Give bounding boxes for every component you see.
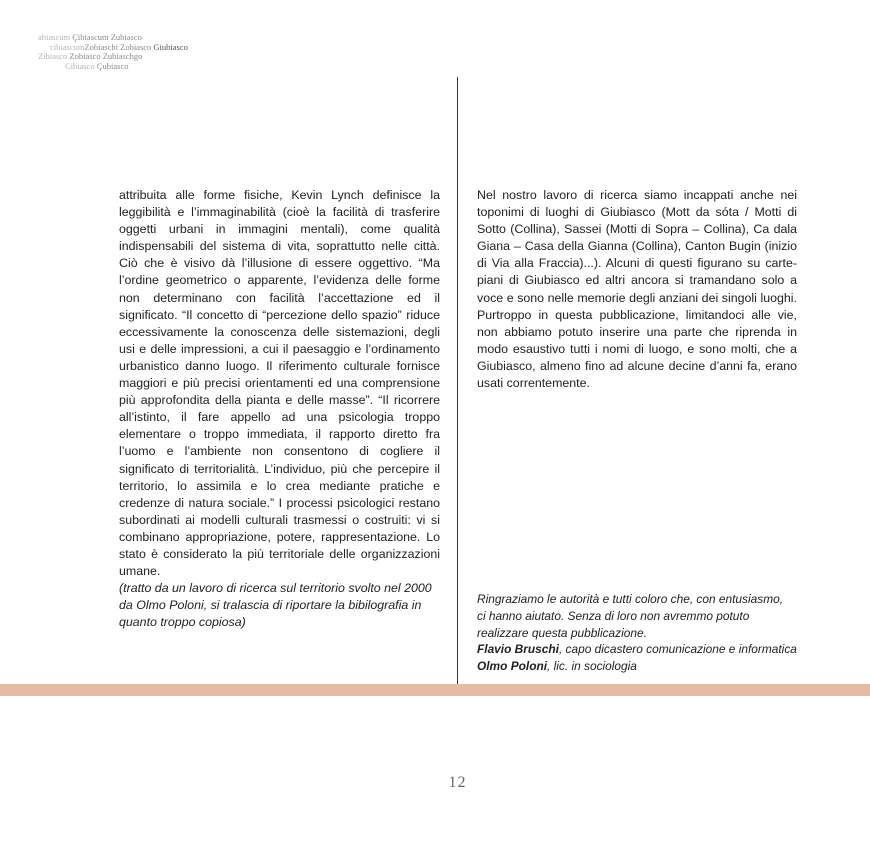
header-line-4: [38, 62, 188, 72]
header-word: cibiascum: [50, 41, 85, 52]
ack-line-2: ci hanno aiutato. Senza di loro non avremmo potuto: [477, 608, 750, 623]
credit-role: , lic. in sociologia: [547, 659, 637, 674]
credit-name: Olmo Poloni: [477, 659, 548, 674]
place-name-header: [38, 33, 188, 71]
right-body-text: Nel nostro lavoro di ricerca siamo incappati anche nei toponimi di luoghi di Giubiasco (Mott da sóta / Motti di Sotto (Collina), Sassei (Motti di Sopra – Collina), Ca dala Giana – Casa della Gianna (Collina), Canton Bugin (inizio di Via alla Fraccia)...). Alcuni di questi figurano su carte-piani di Giubiasco ed altri ancora si tramandano solo a voce e sono nelle memorie degli anziani dei singoli luoghi. Purtroppo in questa pubblicazione, limitandoci alle vie, non abbiamo potuto inserire una parte che riprenda in modo esaustivo tutti i nomi di luogo, e sono molti, che a Giubiasco, almeno fino ad alcune decine d’anni fa, erano usati correntemente.: [477, 188, 797, 391]
header-word: Zobiasco: [120, 41, 152, 52]
ack-credit-2: [477, 658, 827, 675]
page-number: 12: [448, 774, 467, 791]
acknowledgements: [477, 591, 827, 675]
ack-credit-1: [477, 641, 827, 658]
header-word: Zubiasco: [110, 32, 142, 42]
ack-line-3: realizzare questa pubblicazione.: [477, 625, 647, 640]
right-column: [477, 187, 797, 392]
ack-line-1: Ringraziamo le autorità e tutti coloro che, con entusiasmo,: [477, 592, 784, 606]
header-word: Zibiasco: [38, 51, 68, 61]
header-word: Giubiasco: [153, 41, 188, 52]
credit-role: , capo dicastero comunicazione e informatica: [558, 642, 797, 657]
header-word: Zobiaschi: [84, 41, 118, 52]
decorative-band: [0, 684, 870, 696]
left-column: [119, 187, 440, 631]
credit-name: Flavio Bruschi: [477, 642, 559, 657]
header-word: Zubiaschgo: [102, 51, 143, 61]
header-word: Zobiasco: [69, 51, 101, 61]
header-word: Çibiascum: [72, 32, 109, 42]
header-word: abiascum: [38, 32, 71, 42]
left-body-text: attribuita alle forme fisiche, Kevin Lynch definisce la leggibilità e l’immaginabilità (cioè la facilità di trasferire oggetti urbani in immagini mentali), come qualità indispensabili del sistema di vita, soprattutto nelle città. Ciò che è visivo dà l’illusione di essere oggettivo. “Ma l’ordine geometrico o apparente, l’evidenza delle forme non determinano con facilità l’accettazione ed il significato. “Il concetto di “percezione dello spazio” riduce eccessivamente la conoscenza delle sistemazioni, degli usi e delle impressioni, a cui il paesaggio e l’ordinamento urbanistico danno luogo. Il riferimento culturale fornisce maggiori e più precisi orientamenti ed una comprensione più approfondita della pianta e delle masse”. “Il ricorrere all’istinto, il fare appello ad una psicologia troppo elementare o troppo immediata, il rapporto diretto fra l’uomo e l’ambiente non consentono di cogliere il significato di territorialità. L’individuo, più che percepire il territorio, lo assimila e lo crea mediante pratiche e credenze di natura sociale.” I processi psicologici restano subordinati ai modelli culturali trasmessi o costruiti: vi si combinano appropriazione, potere, rappresentazione. Lo stato è considerato la più territoriale delle organizzazioni umane.: [119, 188, 440, 579]
header-word: Çubiasco: [96, 60, 129, 71]
citation-text: (tratto da un lavoro di ricerca sul territorio svolto nel 2000 da Olmo Poloni, si tralascia di riportare la bibilografia in quanto troppo copiosa): [119, 581, 432, 630]
header-word: Cibiasco: [65, 60, 95, 71]
column-divider: [457, 77, 458, 684]
